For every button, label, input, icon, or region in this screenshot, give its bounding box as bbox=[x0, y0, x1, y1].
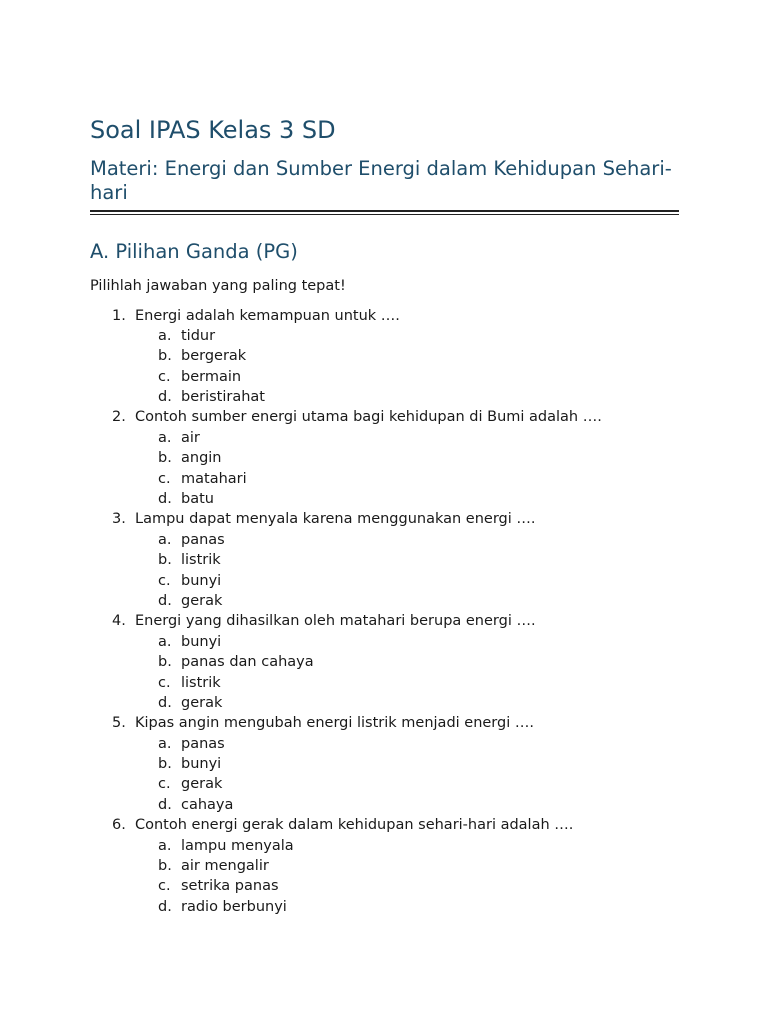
option-letter: a. bbox=[158, 531, 172, 548]
option-list bbox=[0, 836, 768, 918]
answer-option bbox=[0, 754, 768, 774]
answer-option bbox=[0, 387, 768, 407]
option-letter: c. bbox=[158, 776, 171, 793]
option-letter: a. bbox=[158, 837, 172, 854]
option-text: beristirahat bbox=[181, 389, 265, 406]
question-item bbox=[0, 306, 768, 408]
option-text: angin bbox=[181, 450, 222, 467]
answer-option bbox=[0, 530, 768, 550]
title-divider-thin bbox=[90, 214, 679, 215]
option-letter: b. bbox=[158, 552, 172, 569]
question-item bbox=[0, 713, 768, 815]
section-heading: A. Pilihan Ganda (PG) bbox=[90, 240, 298, 263]
question-item bbox=[0, 407, 768, 509]
option-list bbox=[0, 734, 768, 816]
answer-option bbox=[0, 367, 768, 387]
option-text: bergerak bbox=[181, 348, 247, 365]
answer-option bbox=[0, 591, 768, 611]
option-text: batu bbox=[181, 491, 214, 508]
option-letter: d. bbox=[158, 694, 172, 711]
option-text: tidur bbox=[181, 327, 216, 344]
question-list bbox=[0, 306, 768, 918]
option-text: bunyi bbox=[181, 756, 222, 773]
question-row bbox=[0, 509, 768, 529]
option-letter: c. bbox=[158, 572, 171, 589]
answer-option bbox=[0, 469, 768, 489]
instruction-text: Pilihlah jawaban yang paling tepat! bbox=[90, 278, 346, 294]
answer-option bbox=[0, 550, 768, 570]
answer-option bbox=[0, 693, 768, 713]
option-text: panas bbox=[181, 531, 225, 548]
option-text: listrik bbox=[181, 552, 221, 569]
question-item bbox=[0, 509, 768, 611]
answer-option bbox=[0, 428, 768, 448]
option-letter: a. bbox=[158, 327, 172, 344]
question-number: 4. bbox=[112, 613, 126, 630]
option-text: bunyi bbox=[181, 572, 222, 589]
option-letter: d. bbox=[158, 592, 172, 609]
option-letter: a. bbox=[158, 735, 172, 752]
option-text: setrika panas bbox=[181, 878, 279, 895]
option-text: gerak bbox=[181, 694, 223, 711]
answer-option bbox=[0, 734, 768, 754]
answer-option bbox=[0, 652, 768, 672]
answer-option bbox=[0, 326, 768, 346]
question-text: Energi yang dihasilkan oleh matahari berupa energi …. bbox=[135, 613, 536, 630]
document-title: Soal IPAS Kelas 3 SD bbox=[90, 116, 336, 144]
option-text: lampu menyala bbox=[181, 837, 294, 854]
title-divider-thick bbox=[90, 210, 679, 212]
answer-option bbox=[0, 346, 768, 366]
option-letter: b. bbox=[158, 348, 172, 365]
answer-option bbox=[0, 571, 768, 591]
question-row bbox=[0, 815, 768, 835]
option-text: matahari bbox=[181, 470, 247, 487]
answer-option bbox=[0, 876, 768, 896]
question-item bbox=[0, 611, 768, 713]
answer-option bbox=[0, 795, 768, 815]
question-number: 1. bbox=[112, 307, 126, 324]
option-list bbox=[0, 530, 768, 612]
question-row bbox=[0, 407, 768, 427]
answer-option bbox=[0, 489, 768, 509]
answer-option bbox=[0, 897, 768, 917]
option-text: air bbox=[181, 429, 200, 446]
option-letter: b. bbox=[158, 858, 172, 875]
question-number: 3. bbox=[112, 511, 126, 528]
option-letter: c. bbox=[158, 470, 171, 487]
question-text: Lampu dapat menyala karena menggunakan energi …. bbox=[135, 511, 536, 528]
option-text: radio berbunyi bbox=[181, 898, 287, 915]
option-text: panas bbox=[181, 735, 225, 752]
option-text: bunyi bbox=[181, 633, 222, 650]
answer-option bbox=[0, 856, 768, 876]
option-letter: d. bbox=[158, 389, 172, 406]
answer-option bbox=[0, 448, 768, 468]
answer-option bbox=[0, 673, 768, 693]
option-text: panas dan cahaya bbox=[181, 654, 314, 671]
answer-option bbox=[0, 836, 768, 856]
question-text: Contoh energi gerak dalam kehidupan sehari-hari adalah …. bbox=[135, 817, 574, 834]
question-number: 2. bbox=[112, 409, 126, 426]
option-letter: d. bbox=[158, 898, 172, 915]
option-letter: c. bbox=[158, 878, 171, 895]
option-letter: a. bbox=[158, 429, 172, 446]
question-text: Kipas angin mengubah energi listrik menjadi energi …. bbox=[135, 715, 534, 732]
answer-option bbox=[0, 774, 768, 794]
question-row bbox=[0, 713, 768, 733]
option-letter: a. bbox=[158, 633, 172, 650]
option-list bbox=[0, 632, 768, 714]
question-text: Contoh sumber energi utama bagi kehidupan di Bumi adalah …. bbox=[135, 409, 602, 426]
option-letter: c. bbox=[158, 368, 171, 385]
question-text: Energi adalah kemampuan untuk …. bbox=[135, 307, 400, 324]
document-subtitle: Materi: Energi dan Sumber Energi dalam Kehidupan Sehari-hari bbox=[90, 157, 672, 204]
option-letter: b. bbox=[158, 654, 172, 671]
question-number: 6. bbox=[112, 817, 126, 834]
option-letter: d. bbox=[158, 491, 172, 508]
option-text: gerak bbox=[181, 592, 223, 609]
option-text: air mengalir bbox=[181, 858, 269, 875]
option-text: listrik bbox=[181, 674, 221, 691]
option-list bbox=[0, 428, 768, 510]
option-text: gerak bbox=[181, 776, 223, 793]
question-item bbox=[0, 815, 768, 917]
option-letter: d. bbox=[158, 796, 172, 813]
option-letter: b. bbox=[158, 450, 172, 467]
question-number: 5. bbox=[112, 715, 126, 732]
answer-option bbox=[0, 632, 768, 652]
option-text: cahaya bbox=[181, 796, 234, 813]
question-row bbox=[0, 611, 768, 631]
question-row bbox=[0, 306, 768, 326]
option-text: bermain bbox=[181, 368, 242, 385]
option-letter: b. bbox=[158, 756, 172, 773]
option-list bbox=[0, 326, 768, 408]
option-letter: c. bbox=[158, 674, 171, 691]
